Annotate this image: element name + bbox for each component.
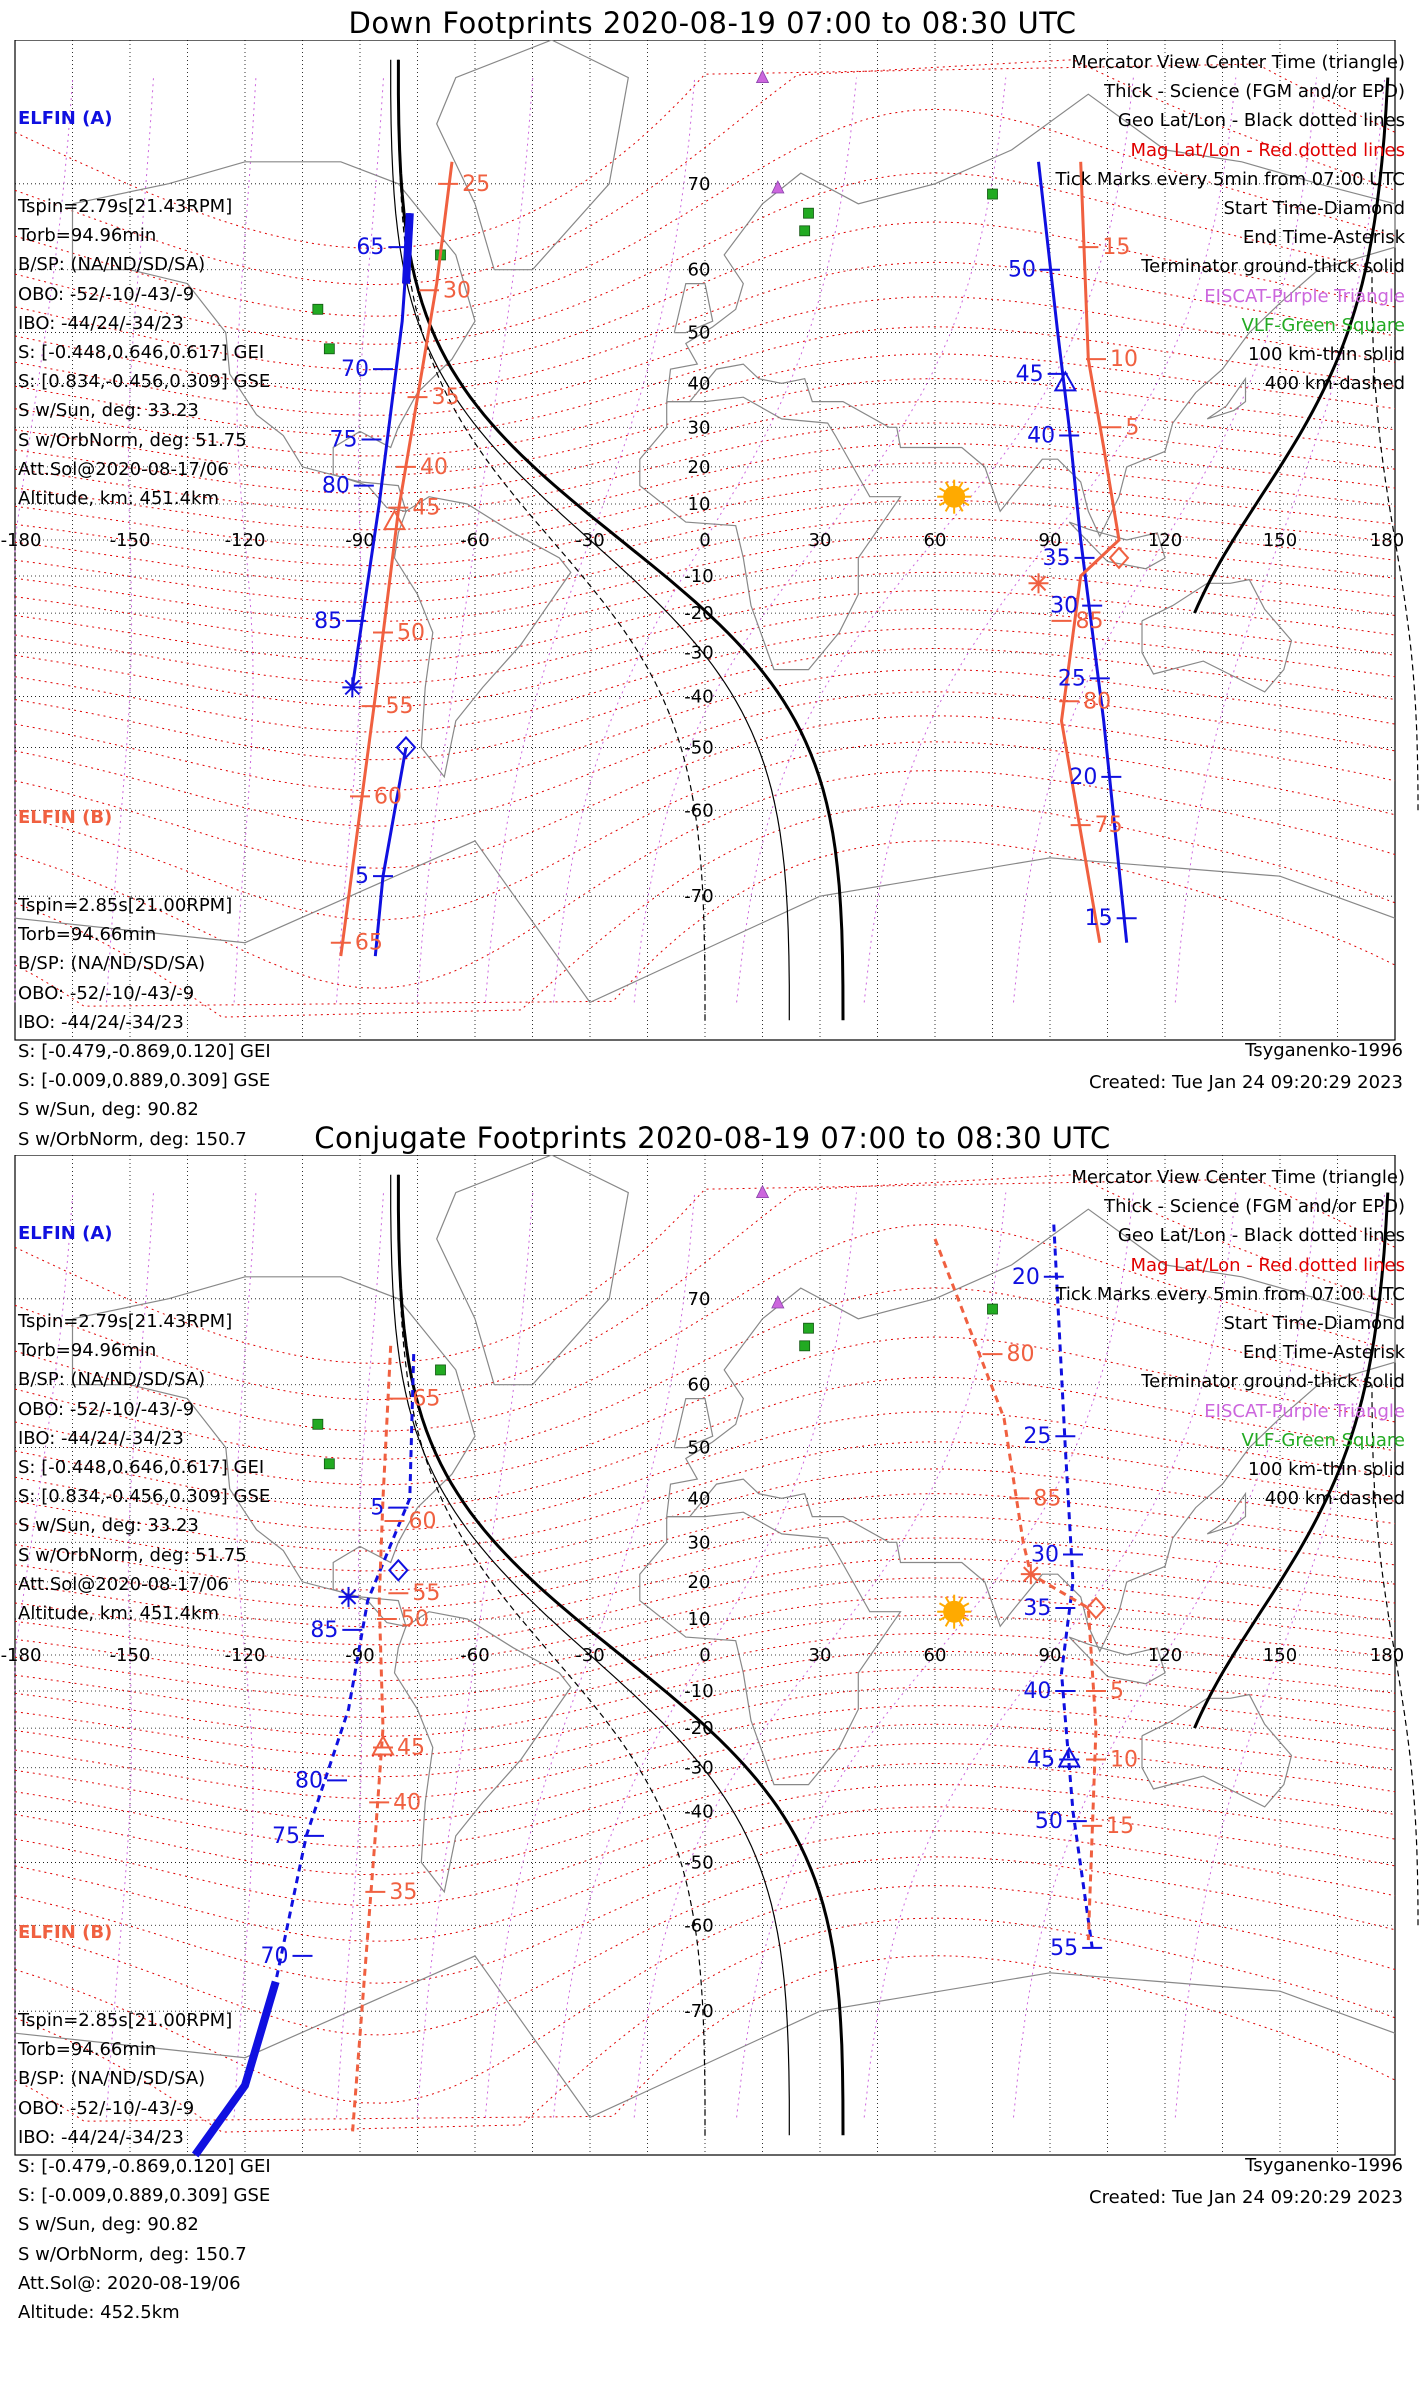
info-line: Torb=94.66min xyxy=(18,924,157,946)
lon-label: -60 xyxy=(460,1645,490,1666)
info-line: OBO: -52/-10/-43/-9 xyxy=(18,982,195,1004)
elfin-a-info xyxy=(18,46,270,572)
tick-label: 5 xyxy=(355,864,369,890)
lat-label: -40 xyxy=(684,1801,714,1823)
tick-label: 25 xyxy=(1023,1424,1052,1450)
tick-label: 30 xyxy=(1031,1542,1059,1568)
elfin-a-params xyxy=(18,1307,270,1628)
tick-label: 5 xyxy=(1110,1679,1124,1705)
tick-label: 35 xyxy=(389,1879,418,1905)
tick-label: 45 xyxy=(397,1735,425,1761)
lon-label: -150 xyxy=(109,530,151,551)
legend-item: Geo Lat/Lon - Black dotted lines xyxy=(1117,110,1405,132)
tick-label: 80 xyxy=(1006,1342,1035,1368)
lon-label: -90 xyxy=(345,530,375,551)
tick-label: 15 xyxy=(1102,235,1131,261)
lat-label: 30 xyxy=(687,417,711,439)
legend-item: Thick - Science (FGM and/or EPD) xyxy=(1104,81,1405,103)
tick-label: 20 xyxy=(1011,1264,1040,1290)
info-line: S w/Sun, deg: 33.23 xyxy=(18,1515,199,1537)
tick-label: 55 xyxy=(412,1581,441,1607)
lat-label: 40 xyxy=(687,1488,711,1510)
lat-label: 20 xyxy=(687,456,711,478)
info-line: B/SP: (NA/ND/SD/SA) xyxy=(18,1369,206,1391)
tick-label: 5 xyxy=(370,1495,385,1521)
elfin-b-name: ELFIN (B) xyxy=(18,1922,113,1944)
elfin-a-info xyxy=(18,1161,270,1687)
lon-label: 120 xyxy=(1147,530,1183,551)
info-line: B/SP: (NA/ND/SD/SA) xyxy=(18,2068,206,2090)
elfin-a-params xyxy=(18,192,270,513)
model-label: Tsyganenko-1996 xyxy=(1245,2155,1403,2176)
info-line: IBO: -44/24/-34/23 xyxy=(18,2126,184,2148)
info-line: S: [0.834,-0.456,0.309] GSE xyxy=(18,371,271,393)
info-line: Torb=94.96min xyxy=(18,225,157,247)
lat-label: -60 xyxy=(684,800,714,822)
info-line: Altitude, km: 451.4km xyxy=(18,488,220,510)
tick-label: 80 xyxy=(295,1768,323,1794)
legend-item: End Time-Asterisk xyxy=(1242,1342,1405,1364)
map-legend xyxy=(1055,1163,1405,1513)
tick-label: 40 xyxy=(393,1790,422,1816)
legend-item: Terminator ground-thick solid xyxy=(1141,1371,1405,1393)
lon-label: 30 xyxy=(808,1645,832,1666)
tick-label: 60 xyxy=(408,1509,437,1535)
tick-label: 45 xyxy=(1015,361,1044,387)
lon-label: 60 xyxy=(923,530,947,551)
vlf-square-icon xyxy=(313,1419,323,1429)
info-line: S w/OrbNorm, deg: 150.7 xyxy=(18,1128,247,1150)
vlf-square-icon xyxy=(804,208,814,218)
lat-label: 50 xyxy=(687,322,711,344)
info-line: Tspin=2.79s[21.43RPM] xyxy=(18,1311,233,1333)
legend-item: Tick Marks every 5min from 07:00 UTC xyxy=(1055,168,1405,190)
lat-label: -40 xyxy=(684,686,714,708)
info-line: S w/Sun, deg: 90.82 xyxy=(18,1099,199,1121)
info-line: Altitude: 452.5km xyxy=(18,2302,180,2324)
legend-item: 100 km-thin solid xyxy=(1248,344,1405,366)
legend-item: Start Time-Diamond xyxy=(1223,1313,1405,1335)
lat-label: 70 xyxy=(687,173,711,195)
lon-label: 30 xyxy=(808,530,832,551)
info-line: S: [-0.448,0.646,0.617] GEI xyxy=(18,342,265,364)
tick-label: 55 xyxy=(1050,1935,1079,1961)
info-line: OBO: -52/-10/-43/-9 xyxy=(18,1398,195,1420)
end-asterisk-icon xyxy=(339,1587,359,1607)
legend-item: VLF-Green Square xyxy=(1241,1429,1405,1451)
legend-item: Thick - Science (FGM and/or EPD) xyxy=(1104,1196,1405,1218)
info-line: Tspin=2.85s[21.00RPM] xyxy=(18,2010,233,2032)
info-line: S: [0.834,-0.456,0.309] GSE xyxy=(18,1486,271,1508)
legend-item: Start Time-Diamond xyxy=(1223,198,1405,220)
lat-label: -10 xyxy=(684,1681,714,1703)
tick-label: 85 xyxy=(1075,608,1104,634)
vlf-square-icon xyxy=(800,226,810,236)
tick-label: 40 xyxy=(420,454,448,480)
lat-label: 70 xyxy=(687,1288,711,1310)
legend-item: EISCAT-Purple Triangle xyxy=(1204,285,1405,307)
lat-label: 50 xyxy=(687,1437,711,1459)
elfin-b-params xyxy=(18,2006,271,2327)
info-line: IBO: -44/24/-34/23 xyxy=(18,1011,184,1033)
tick-label: 50 xyxy=(400,1606,429,1632)
tick-label: 25 xyxy=(1057,666,1086,692)
lon-label: 90 xyxy=(1038,530,1062,551)
tick-label: 85 xyxy=(310,1617,339,1643)
tick-label: 70 xyxy=(341,357,369,383)
vlf-square-icon xyxy=(324,344,334,354)
tick-label: 15 xyxy=(1084,906,1113,932)
lat-label: -70 xyxy=(684,886,714,908)
info-line: S w/Sun, deg: 90.82 xyxy=(18,2214,199,2236)
info-line: S: [-0.479,-0.869,0.120] GEI xyxy=(18,2156,271,2178)
legend-item: 100 km-thin solid xyxy=(1248,1459,1405,1481)
panel-title: Conjugate Footprints 2020-08-19 07:00 to 08:30 UTC xyxy=(314,1121,1111,1155)
lon-label: -180 xyxy=(0,530,42,551)
vlf-square-icon xyxy=(804,1323,814,1333)
lat-label: 10 xyxy=(687,1608,711,1630)
lat-label: -20 xyxy=(684,603,714,625)
legend-item: Geo Lat/Lon - Black dotted lines xyxy=(1117,1225,1405,1247)
lon-label: 0 xyxy=(699,1645,711,1666)
info-line: S w/OrbNorm, deg: 51.75 xyxy=(18,1544,247,1566)
panel-title: Down Footprints 2020-08-19 07:00 to 08:30 UTC xyxy=(348,6,1077,40)
lat-label: 30 xyxy=(687,1532,711,1554)
lon-label: -30 xyxy=(575,1645,605,1666)
tick-label: 55 xyxy=(385,694,414,720)
lon-label: -30 xyxy=(575,530,605,551)
info-line: S w/Sun, deg: 33.23 xyxy=(18,400,199,422)
info-line: S: [-0.448,0.646,0.617] GEI xyxy=(18,1457,265,1479)
vlf-square-icon xyxy=(436,1365,446,1375)
tick-label: 65 xyxy=(356,235,385,261)
tick-label: 45 xyxy=(1027,1747,1056,1773)
created-timestamp: Created: Tue Jan 24 09:20:29 2023 xyxy=(1089,2187,1403,2208)
tick-label: 50 xyxy=(397,620,425,646)
legend-item: 400 km-dashed xyxy=(1264,373,1405,395)
tick-label: 80 xyxy=(321,473,350,499)
lon-label: -90 xyxy=(345,1645,375,1666)
info-line: IBO: -44/24/-34/23 xyxy=(18,312,184,334)
elfin-a-name: ELFIN (A) xyxy=(18,108,113,130)
tick-label: 75 xyxy=(1094,813,1123,839)
tick-label: 65 xyxy=(412,1386,441,1412)
info-line: Torb=94.66min xyxy=(18,2039,157,2061)
elfin-b-name: ELFIN (B) xyxy=(18,807,113,829)
lat-label: -30 xyxy=(684,642,714,664)
vlf-square-icon xyxy=(313,304,323,314)
tick-label: 50 xyxy=(1034,1809,1063,1835)
lat-label: 40 xyxy=(687,373,711,395)
tick-label: 20 xyxy=(1069,764,1098,790)
end-asterisk-icon xyxy=(1029,573,1049,593)
info-line: Att.Sol@2020-08-17/06 xyxy=(18,1573,229,1595)
legend-item: VLF-Green Square xyxy=(1241,314,1405,336)
lon-label: 0 xyxy=(699,530,711,551)
tick-label: 40 xyxy=(1027,423,1056,449)
vlf-square-icon xyxy=(800,1341,810,1351)
info-line: B/SP: (NA/ND/SD/SA) xyxy=(18,953,206,975)
conjugate-footprints-panel xyxy=(0,1115,1425,2324)
science-zone-track xyxy=(406,213,410,283)
tick-label: 65 xyxy=(354,930,383,956)
legend-item: 400 km-dashed xyxy=(1264,1488,1405,1510)
lat-label: -10 xyxy=(684,566,714,588)
vlf-square-icon xyxy=(988,1304,998,1314)
lat-label: -50 xyxy=(684,737,714,759)
model-label: Tsyganenko-1996 xyxy=(1245,1040,1403,1061)
lon-label: -120 xyxy=(224,1645,266,1666)
elfin-a-name: ELFIN (A) xyxy=(18,1223,113,1245)
tick-label: 75 xyxy=(272,1823,300,1849)
lat-label: -50 xyxy=(684,1852,714,1874)
elfin-b-info xyxy=(18,1860,271,2386)
info-line: Att.Sol@: 2020-08-19/06 xyxy=(18,2272,241,2294)
lat-label: 60 xyxy=(687,1374,711,1396)
legend-item: Mag Lat/Lon - Red dotted lines xyxy=(1130,1254,1405,1276)
tick-label: 35 xyxy=(1023,1596,1052,1622)
lon-label: 150 xyxy=(1262,530,1298,551)
lon-label: -120 xyxy=(224,530,266,551)
tick-label: 60 xyxy=(374,784,402,810)
legend-item: Mag Lat/Lon - Red dotted lines xyxy=(1130,139,1405,161)
tick-label: 75 xyxy=(329,427,358,453)
info-line: S: [-0.009,0.889,0.309] GSE xyxy=(18,2185,271,2207)
info-line: Torb=94.96min xyxy=(18,1340,157,1362)
lat-label: -30 xyxy=(684,1757,714,1779)
vlf-square-icon xyxy=(988,189,998,199)
lat-label: -20 xyxy=(684,1718,714,1740)
tick-label: 50 xyxy=(1008,257,1036,283)
info-line: IBO: -44/24/-34/23 xyxy=(18,1427,184,1449)
legend-item: End Time-Asterisk xyxy=(1242,227,1405,249)
info-line: B/SP: (NA/ND/SD/SA) xyxy=(18,254,206,276)
lon-label: 120 xyxy=(1147,1645,1183,1666)
tick-label: 85 xyxy=(314,608,343,634)
tick-label: 30 xyxy=(443,278,471,304)
created-timestamp: Created: Tue Jan 24 09:20:29 2023 xyxy=(1089,1072,1403,1093)
lon-label: -150 xyxy=(109,1645,151,1666)
lat-label: 10 xyxy=(687,493,711,515)
info-line: Tspin=2.85s[21.00RPM] xyxy=(18,895,233,917)
tick-label: 45 xyxy=(412,495,441,521)
tick-label: 30 xyxy=(1050,593,1079,619)
tick-label: 40 xyxy=(1023,1679,1052,1705)
lon-label: -60 xyxy=(460,530,490,551)
lat-label: 60 xyxy=(687,259,711,281)
info-line: Tspin=2.79s[21.43RPM] xyxy=(18,196,233,218)
tick-label: 25 xyxy=(462,171,491,197)
info-line: S w/OrbNorm, deg: 51.75 xyxy=(18,429,247,451)
info-line: S: [-0.479,-0.869,0.120] GEI xyxy=(18,1041,271,1063)
lat-label: -60 xyxy=(684,1915,714,1937)
end-asterisk-icon xyxy=(1021,1564,1041,1584)
lon-label: 150 xyxy=(1262,1645,1298,1666)
tick-label: 70 xyxy=(260,1943,289,1969)
tick-label: 10 xyxy=(1110,1747,1138,1773)
map-legend xyxy=(1055,48,1405,398)
lon-label: -180 xyxy=(0,1645,42,1666)
lat-label: 20 xyxy=(687,1571,711,1593)
sun-disc xyxy=(943,1601,965,1623)
info-line: S: [-0.009,0.889,0.309] GSE xyxy=(18,1070,271,1092)
legend-item: Terminator ground-thick solid xyxy=(1141,256,1405,278)
lon-label: 180 xyxy=(1369,530,1405,551)
info-line: S w/OrbNorm, deg: 150.7 xyxy=(18,2243,247,2265)
lon-label: 180 xyxy=(1369,1645,1405,1666)
info-line: OBO: -52/-10/-43/-9 xyxy=(18,2097,195,2119)
sun-disc xyxy=(943,486,965,508)
tick-label: 5 xyxy=(1125,415,1140,441)
info-line: Att.Sol@2020-08-17/06 xyxy=(18,458,229,480)
legend-item: Tick Marks every 5min from 07:00 UTC xyxy=(1055,1283,1405,1305)
tick-label: 35 xyxy=(431,385,460,411)
legend-item: Mercator View Center Time (triangle) xyxy=(1071,1167,1405,1188)
tick-label: 15 xyxy=(1106,1813,1135,1839)
vlf-square-icon xyxy=(324,1459,334,1469)
legend-item: EISCAT-Purple Triangle xyxy=(1204,1400,1405,1422)
tick-label: 10 xyxy=(1110,347,1138,373)
tick-label: 35 xyxy=(1042,545,1071,571)
lat-label: -70 xyxy=(684,2001,714,2023)
tick-label: 85 xyxy=(1033,1486,1062,1512)
end-asterisk-icon xyxy=(342,677,362,697)
lon-label: 60 xyxy=(923,1645,947,1666)
info-line: OBO: -52/-10/-43/-9 xyxy=(18,283,195,305)
info-line: Altitude, km: 451.4km xyxy=(18,1603,220,1625)
lon-label: 90 xyxy=(1038,1645,1062,1666)
tick-label: 80 xyxy=(1083,689,1112,715)
legend-item: Mercator View Center Time (triangle) xyxy=(1071,52,1405,73)
